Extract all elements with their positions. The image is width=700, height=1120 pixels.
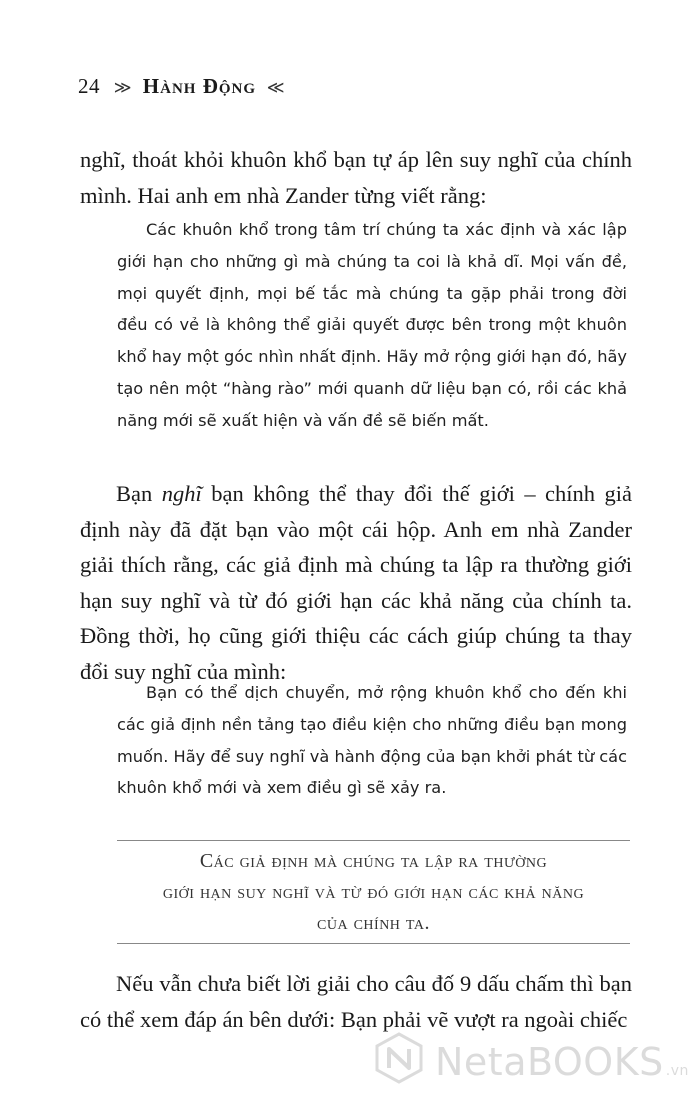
page-number: 24 <box>78 74 100 98</box>
watermark-text <box>435 1040 689 1084</box>
watermark-brand: NetaBOOKS <box>435 1040 664 1084</box>
pull-quote-line-3: của chính ta. <box>317 912 430 934</box>
watermark <box>373 1030 693 1090</box>
header-right-mark: ≪ <box>266 78 286 97</box>
pull-quote-bottom-rule <box>117 943 630 944</box>
paragraph-body <box>80 476 632 689</box>
header-left-mark: ≫ <box>113 78 133 97</box>
block-quote-2: Bạn có thể dịch chuyển, mở rộng khuôn khổ cho đến khi các giả định nền tảng tạo điều kiện cho những điều bạn mong muốn. Hãy để suy nghĩ và hành động của bạn khởi phát từ các khuôn khổ mới và xem điều gì sẽ xảy ra. <box>117 683 627 798</box>
block-quote-1: Các khuôn khổ trong tâm trí chúng ta xác định và xác lập giới hạn cho những gì mà chúng ta coi là khả dĩ. Mọi vấn đề, mọi quyết định, mọi bế tắc mà chúng ta gặp phải trong đời đều có vẻ là không thể giải quyết được bên trong một khuôn khổ hay một góc nhìn nhất định. Hãy mở rộng giới hạn đó, hãy tạo nên một “hàng rào” mới quanh dữ liệu bạn có, rồi các khả năng mới sẽ xuất hiện và vấn đề sẽ biến mất. <box>117 220 627 430</box>
emphasis-word: nghĩ <box>161 481 202 506</box>
pull-quote-line-2: giới hạn suy nghĩ và từ đó giới hạn các khả năng <box>162 881 585 903</box>
running-header <box>78 74 285 99</box>
pull-quote <box>117 846 630 939</box>
paragraph-body-rest: bạn không thể thay đổi thế giới – chính giả định này đã đặt bạn vào một cái hộp. Anh em nhà Zander giải thích rằng, các giả định mà chúng ta lập ra thường giới hạn suy nghĩ và từ đó giới hạn các khả năng của chính ta. Đồng thời, họ cũng giới thiệu các cách giúp chúng ta thay đổi suy nghĩ của mình: <box>80 481 632 684</box>
netabooks-logo-icon <box>373 1032 425 1084</box>
pull-quote-top-rule <box>117 840 630 841</box>
chapter-title: Hành Động <box>142 74 257 98</box>
paragraph-body-start: Bạn <box>116 481 162 506</box>
paragraph-intro: nghĩ, thoát khỏi khuôn khổ bạn tự áp lên suy nghĩ của chính mình. Hai anh em nhà Zander từng viết rằng: <box>80 147 632 208</box>
watermark-suffix: .vn <box>665 1063 689 1079</box>
paragraph-continue: Nếu vẫn chưa biết lời giải cho câu đố 9 dấu chấm thì bạn có thể xem đáp án bên dưới: Bạn phải vẽ vượt ra ngoài chiếc <box>80 971 632 1032</box>
pull-quote-line-1: Các giả định mà chúng ta lập ra thường <box>199 850 548 872</box>
